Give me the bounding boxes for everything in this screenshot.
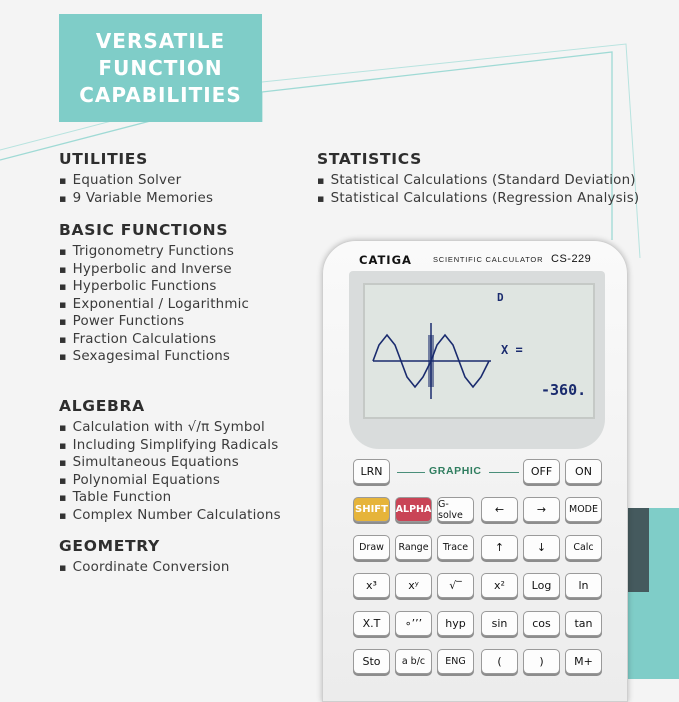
open-paren-key[interactable]: ( [481, 649, 518, 674]
lrn-key[interactable]: LRN [353, 459, 390, 484]
trace-key[interactable]: Trace [437, 535, 474, 560]
feature-item: ▪ Coordinate Conversion [59, 559, 230, 577]
up-arrow-key[interactable]: ↑ [481, 535, 518, 560]
degree-indicator: D [497, 291, 504, 304]
log-key[interactable]: Log [523, 573, 560, 598]
cos-key[interactable]: cos [523, 611, 560, 636]
calculator-subtitle: SCIENTIFIC CALCULATOR [433, 255, 544, 264]
feature-item: ▪ Statistical Calculations (Regression Analysis) [317, 190, 639, 208]
geometry-heading: GEOMETRY [59, 537, 160, 555]
xt-key[interactable]: X.T [353, 611, 390, 636]
feature-item: ▪ Complex Number Calculations [59, 507, 281, 525]
left-arrow-key[interactable]: ← [481, 497, 518, 522]
x-equals-label: X = [501, 343, 523, 357]
right-arrow-key[interactable]: → [523, 497, 560, 522]
feature-item: ▪ Statistical Calculations (Standard Deviation) [317, 172, 639, 190]
utilities-section [59, 150, 213, 207]
feature-item: ▪ Hyperbolic and Inverse [59, 261, 249, 279]
hyp-key[interactable]: hyp [437, 611, 474, 636]
feature-item: ▪ Calculation with √/π Symbol [59, 419, 281, 437]
on-key[interactable]: ON [565, 459, 602, 484]
feature-item: ▪ Hyperbolic Functions [59, 278, 249, 296]
title-banner [59, 14, 262, 122]
tan-key[interactable]: tan [565, 611, 602, 636]
close-paren-key[interactable]: ) [523, 649, 560, 674]
calculator-image [322, 240, 628, 702]
feature-item: ▪ Polynomial Equations [59, 472, 281, 490]
sqrt-key[interactable]: √‾ [437, 573, 474, 598]
sin-key[interactable]: sin [481, 611, 518, 636]
power-key[interactable]: xʸ [395, 573, 432, 598]
degrees-key[interactable]: ∘’’’ [395, 611, 432, 636]
g-solve-key[interactable]: G-solve [437, 497, 474, 522]
shift-key[interactable]: SHIFT [353, 497, 390, 522]
feature-item: ▪ Trigonometry Functions [59, 243, 249, 261]
calculator-screen [363, 283, 595, 419]
ln-key[interactable]: ln [565, 573, 602, 598]
m-plus-key[interactable]: M+ [565, 649, 602, 674]
algebra-heading: ALGEBRA [59, 397, 145, 415]
graphic-line-right [489, 472, 519, 473]
algebra-section [59, 397, 281, 524]
square-key[interactable]: x² [481, 573, 518, 598]
mode-key[interactable]: MODE [565, 497, 602, 522]
title-line-1: VERSATILE [95, 28, 226, 53]
alpha-key[interactable]: ALPHA [395, 497, 432, 522]
feature-item: ▪ Power Functions [59, 313, 249, 331]
feature-item: ▪ Exponential / Logarithmic [59, 296, 249, 314]
sto-key[interactable]: Sto [353, 649, 390, 674]
calc-key[interactable]: Calc [565, 535, 602, 560]
range-key[interactable]: Range [395, 535, 432, 560]
feature-item: ▪ Equation Solver [59, 172, 213, 190]
feature-item: ▪ Fraction Calculations [59, 331, 249, 349]
screen-value: -360. [541, 381, 587, 399]
feature-item: ▪ Including Simplifying Radicals [59, 437, 281, 455]
feature-item: ▪ Table Function [59, 489, 281, 507]
geometry-section [59, 537, 230, 577]
down-arrow-key[interactable]: ↓ [523, 535, 560, 560]
draw-key[interactable]: Draw [353, 535, 390, 560]
calculator-model: CS-229 [551, 253, 592, 265]
title-line-3: CAPABILITIES [79, 82, 242, 107]
calculator-brand: CATIGA [359, 253, 412, 267]
utilities-heading: UTILITIES [59, 150, 148, 168]
title-line-2: FUNCTION [98, 55, 223, 80]
statistics-heading: STATISTICS [317, 150, 422, 168]
basic-functions-heading: BASIC FUNCTIONS [59, 221, 229, 239]
feature-item: ▪ Sexagesimal Functions [59, 348, 249, 366]
eng-key[interactable]: ENG [437, 649, 474, 674]
graphic-label: GRAPHIC [429, 465, 482, 477]
dark-accent-block [627, 508, 649, 592]
graphic-line-left [397, 472, 425, 473]
sine-graph [371, 311, 501, 411]
fraction-key[interactable]: a b/c [395, 649, 432, 674]
statistics-section [317, 150, 639, 207]
basic-functions-section [59, 221, 249, 366]
cube-key[interactable]: x³ [353, 573, 390, 598]
off-key[interactable]: OFF [523, 459, 560, 484]
feature-item: ▪ Simultaneous Equations [59, 454, 281, 472]
feature-item: ▪ 9 Variable Memories [59, 190, 213, 208]
